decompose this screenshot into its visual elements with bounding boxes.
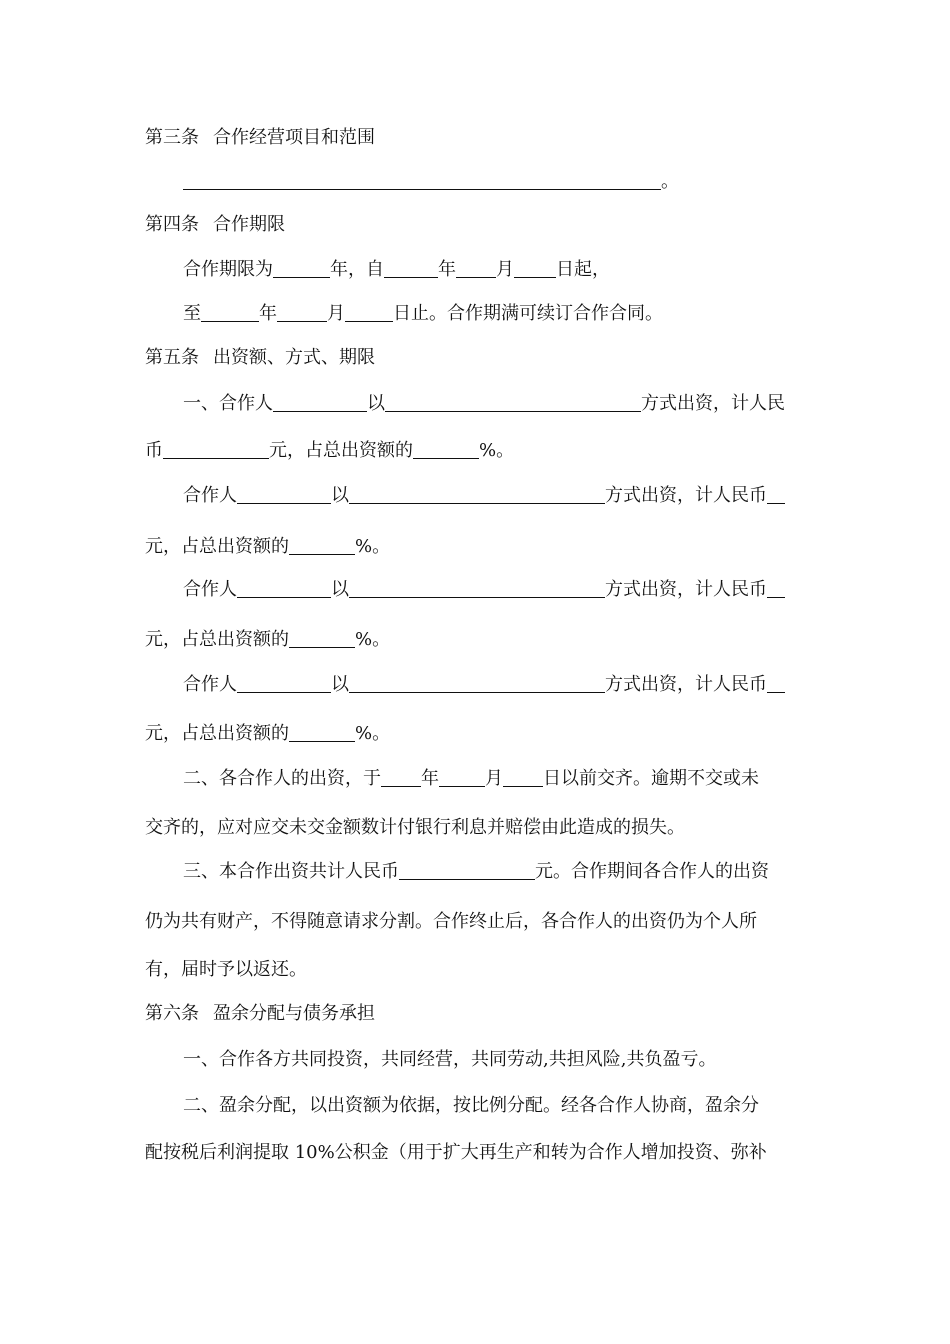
partner-1-share-label: 元，占总出资额的: [269, 440, 413, 461]
end-month-blank[interactable]: [277, 303, 327, 322]
partner-2-tail-line: [145, 535, 390, 559]
partner-4-label: 合作人: [183, 674, 237, 695]
common-property-line: [145, 910, 757, 934]
article-3-title: 合作经营项目和范围: [213, 127, 375, 148]
profit-distribution-text: 二、盈余分配，以出资额为依据，按比例分配。经各合作人协商，盈余分: [183, 1095, 759, 1116]
payment-penalty-line: [145, 816, 685, 840]
partner-3-name-blank[interactable]: [237, 579, 331, 598]
partner-2-method-label: 方式出资，计人民币: [605, 485, 767, 506]
total-capital-label: 三、本合作出资共计人民币: [183, 861, 399, 882]
partner-4-by-label: 以: [331, 674, 349, 695]
partner-4-line: [183, 673, 785, 697]
start-month-blank[interactable]: [456, 259, 496, 278]
percent-sign: %。: [355, 536, 391, 557]
total-capital-line: [183, 860, 769, 884]
partner-2-percent-blank[interactable]: [289, 536, 355, 555]
article-4-heading: [145, 213, 285, 237]
partner-4-amount-blank[interactable]: [767, 674, 785, 693]
end-year-blank[interactable]: [201, 303, 259, 322]
total-capital-text: 元。合作期间各合作人的出资: [535, 861, 769, 882]
partner-1-percent-blank[interactable]: [413, 440, 479, 459]
partner-1-label: 一、合作人: [183, 393, 273, 414]
partner-4-method-label: 方式出资，计人民币: [605, 674, 767, 695]
partner-2-by-label: 以: [331, 485, 349, 506]
article-4-number: 第四条: [145, 214, 199, 235]
partner-1-amount-blank[interactable]: [163, 440, 269, 459]
partner-2-line: [183, 484, 785, 508]
deadline-month-label: 月: [485, 768, 503, 789]
partner-2-name-blank[interactable]: [237, 485, 331, 504]
partner-3-percent-blank[interactable]: [289, 629, 355, 648]
partner-3-label: 合作人: [183, 579, 237, 600]
start-month-label: 月: [496, 259, 514, 280]
reserve-fund-line: [145, 1141, 767, 1165]
start-year-label: 年: [438, 259, 456, 280]
deadline-day-label: 日以前交齐。逾期不交或未: [543, 768, 759, 789]
percent-sign: %。: [355, 629, 391, 650]
article-5-number: 第五条: [145, 347, 199, 368]
partner-3-method-blank[interactable]: [349, 579, 605, 598]
term-line-1: [183, 258, 610, 282]
article-6-title: 盈余分配与债务承担: [213, 1003, 375, 1024]
deadline-month-blank[interactable]: [439, 768, 485, 787]
article-6-number: 第六条: [145, 1003, 199, 1024]
partner-3-amount-blank[interactable]: [767, 579, 785, 598]
percent-sign: %。: [479, 440, 515, 461]
scope-blank[interactable]: [183, 171, 661, 190]
partner-4-share-label: 元，占总出资额的: [145, 723, 289, 744]
profit-loss-line: [183, 1048, 716, 1072]
partner-2-amount-blank[interactable]: [767, 485, 785, 504]
payment-deadline-line: [183, 767, 759, 791]
partner-2-share-label: 元，占总出资额的: [145, 536, 289, 557]
term-years-blank[interactable]: [273, 259, 330, 278]
partner-3-tail-line: [145, 628, 390, 652]
deadline-day-blank[interactable]: [503, 768, 543, 787]
partner-1-method-blank[interactable]: [385, 393, 641, 412]
return-capital-text: 有，届时予以返还。: [145, 959, 307, 980]
currency-label: 币: [145, 440, 163, 461]
partner-4-method-blank[interactable]: [349, 674, 605, 693]
term-label: 合作期限为: [183, 259, 273, 280]
scope-line-end: 。: [661, 171, 679, 192]
article-5-heading: [145, 346, 375, 370]
partner-2-method-blank[interactable]: [349, 485, 605, 504]
term-to-label: 至: [183, 303, 201, 324]
article-5-title: 出资额、方式、期限: [213, 347, 375, 368]
partner-1-method-label: 方式出资，计人民: [641, 393, 785, 414]
partner-3-by-label: 以: [331, 579, 349, 600]
partner-1-line: [183, 392, 785, 416]
partner-3-line: [183, 578, 785, 602]
profit-distribution-line: [183, 1094, 759, 1118]
deadline-year-label: 年: [421, 768, 439, 789]
percent-sign: %。: [355, 723, 391, 744]
profit-loss-text: 一、合作各方共同投资，共同经营，共同劳动,共担风险,共负盈亏。: [183, 1049, 717, 1070]
return-capital-line: [145, 958, 307, 982]
common-property-text: 仍为共有财产，不得随意请求分割。合作终止后，各合作人的出资仍为个人所: [145, 911, 757, 932]
term-line-2: [183, 302, 663, 326]
partner-1-by-label: 以: [367, 393, 385, 414]
end-day-blank[interactable]: [345, 303, 393, 322]
end-month-label: 月: [327, 303, 345, 324]
start-year-blank[interactable]: [384, 259, 438, 278]
partner-4-percent-blank[interactable]: [289, 723, 355, 742]
total-capital-blank[interactable]: [399, 861, 535, 880]
payment-deadline-label: 二、各合作人的出资，于: [183, 768, 381, 789]
article-3-scope-line: [183, 170, 679, 194]
deadline-year-blank[interactable]: [381, 768, 421, 787]
end-day-label: 日止。合作期满可续订合作合同。: [393, 303, 663, 324]
term-from-label: 年，自: [330, 259, 384, 280]
start-day-label: 日起，: [556, 259, 610, 280]
partner-4-tail-line: [145, 722, 390, 746]
partner-1-amount-line: [145, 439, 514, 463]
article-4-title: 合作期限: [213, 214, 285, 235]
article-3-heading: [145, 126, 375, 150]
reserve-fund-text: 配按税后利润提取 10%公积金（用于扩大再生产和转为合作人增加投资、弥补: [145, 1142, 767, 1163]
partner-3-method-label: 方式出资，计人民币: [605, 579, 767, 600]
start-day-blank[interactable]: [514, 259, 556, 278]
partner-2-label: 合作人: [183, 485, 237, 506]
article-3-number: 第三条: [145, 127, 199, 148]
partner-4-name-blank[interactable]: [237, 674, 331, 693]
article-6-heading: [145, 1002, 375, 1026]
partner-1-name-blank[interactable]: [273, 393, 367, 412]
payment-penalty-text: 交齐的，应对应交未交金额数计付银行利息并赔偿由此造成的损失。: [145, 817, 685, 838]
partner-3-share-label: 元，占总出资额的: [145, 629, 289, 650]
end-year-label: 年: [259, 303, 277, 324]
